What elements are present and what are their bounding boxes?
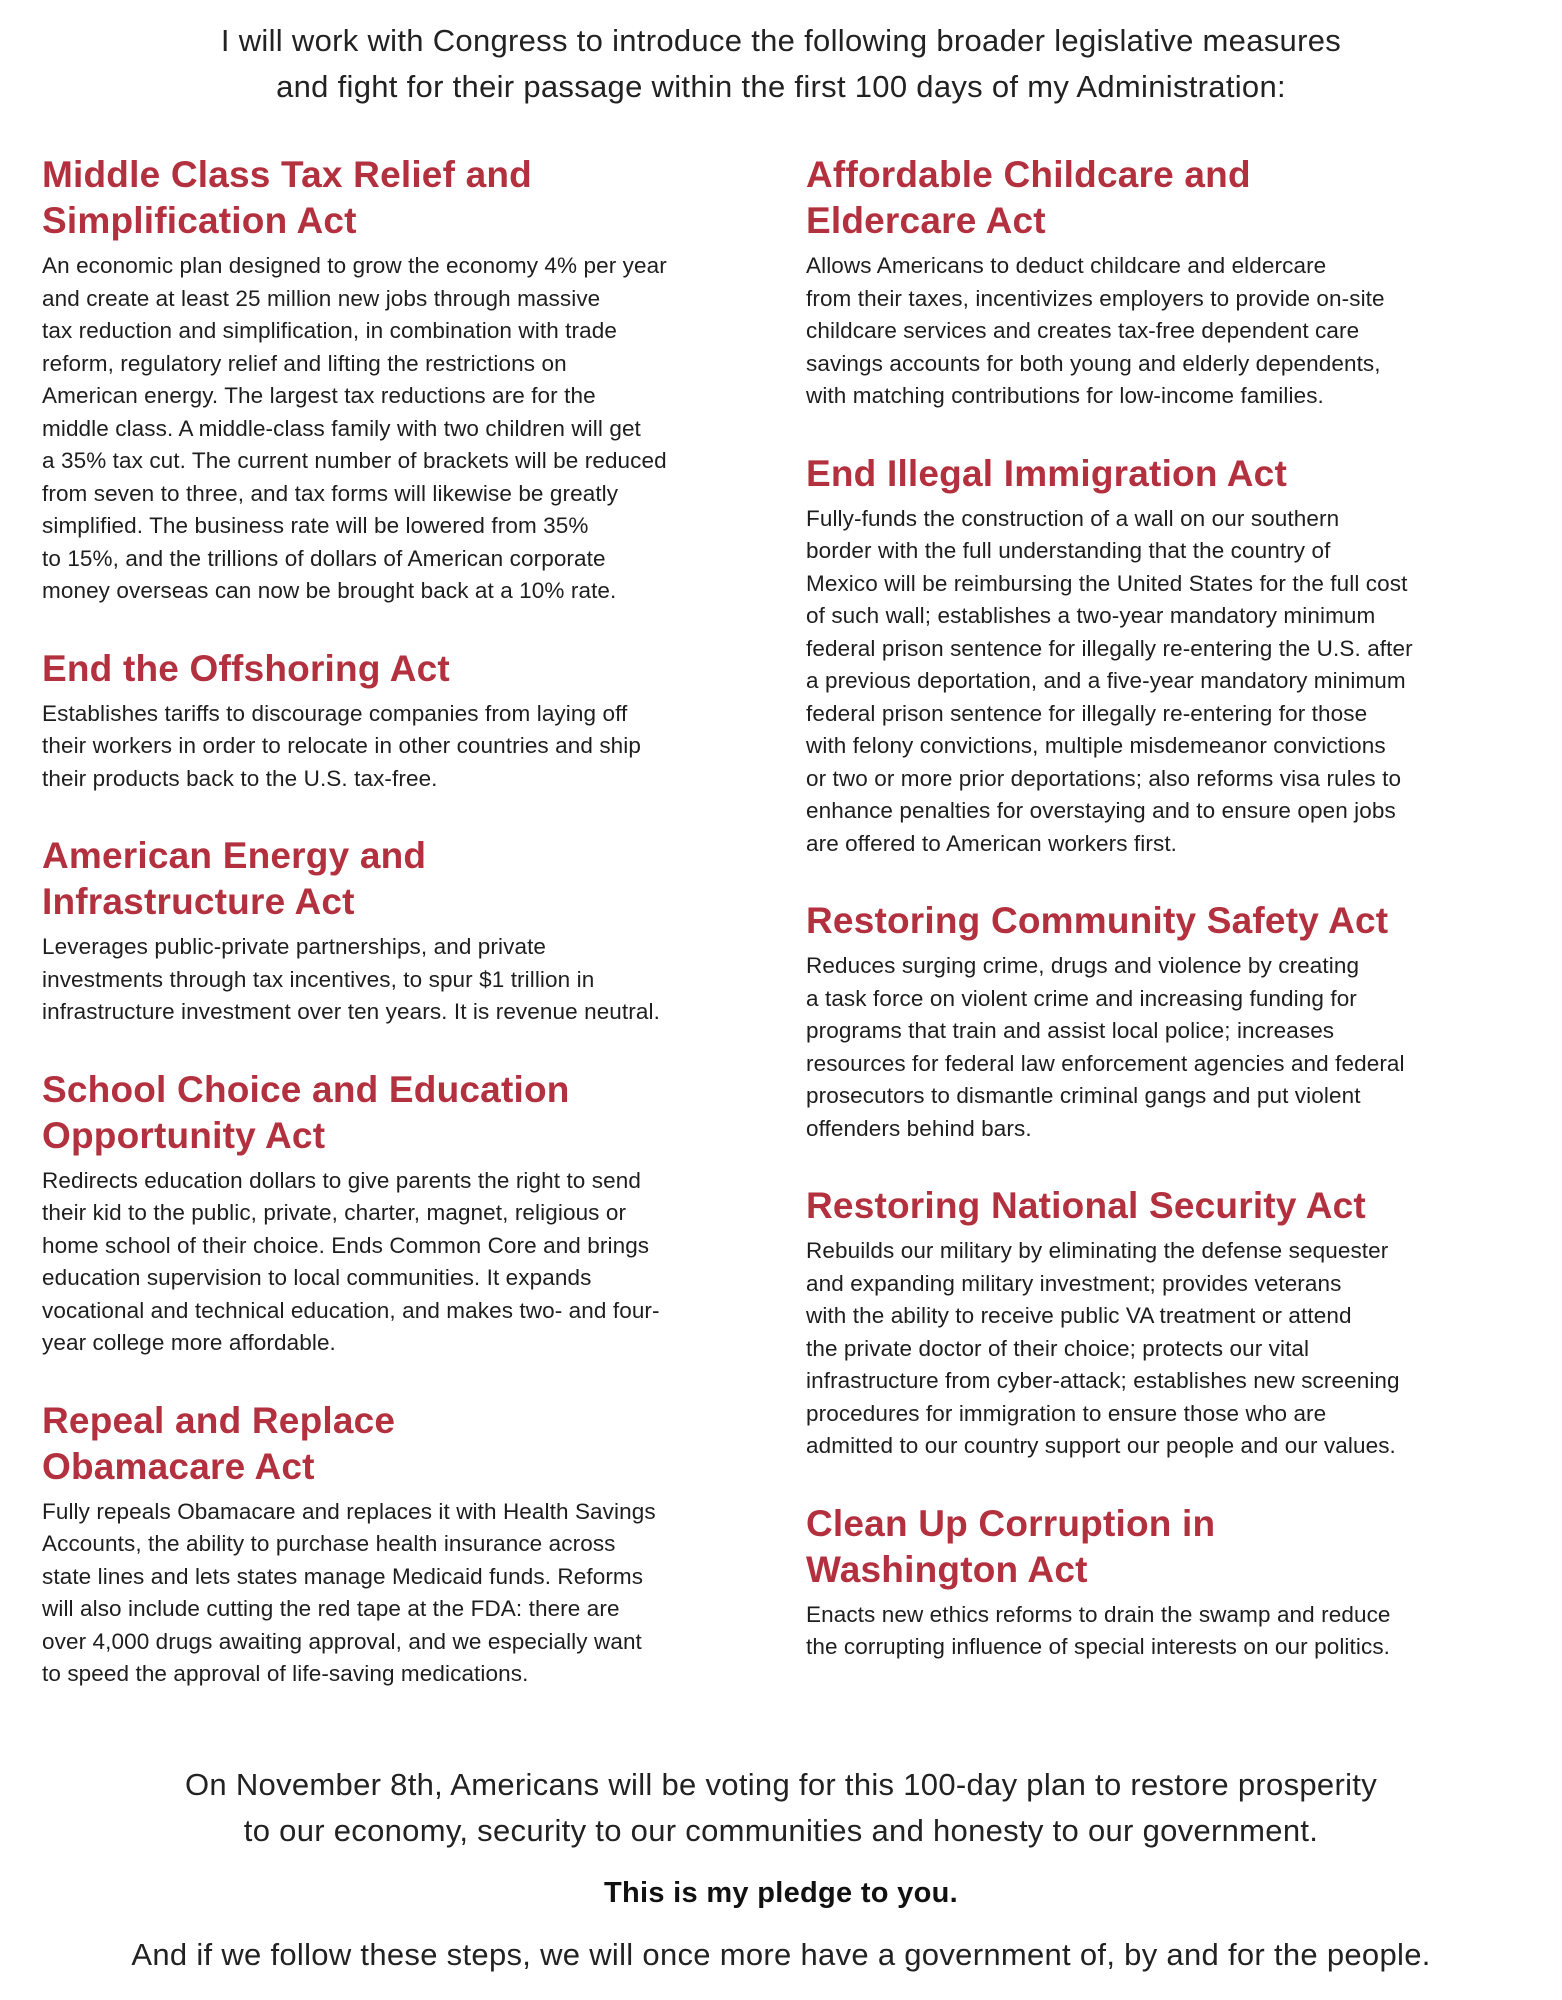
right-column xyxy=(806,152,1551,1664)
body-line: enhance penalties for overstaying and to ensure open jobs xyxy=(806,798,1396,823)
body-line: or two or more prior deportations; also reforms visa rules to xyxy=(806,765,1402,791)
body-line: home school of their choice. Ends Common Core and brings xyxy=(42,1232,650,1258)
body-line: Mexico will be reimbursing the United States for the full cost xyxy=(806,570,1408,596)
act-school-choice xyxy=(42,1067,787,1360)
act-title-line: Middle Class Tax Relief and xyxy=(42,154,532,195)
body-line: are offered to American workers first. xyxy=(806,830,1178,856)
body-line: of such wall; establishes a two-year mandatory minimum xyxy=(806,603,1376,628)
body-line: federal prison sentence for illegally re-entering for those xyxy=(806,700,1368,726)
body-line: Fully repeals Obamacare and replaces it with Health Savings xyxy=(42,1498,656,1524)
body-line: border with the full understanding that the country of xyxy=(806,538,1331,563)
act-title-line: Obamacare Act xyxy=(42,1445,315,1487)
act-title xyxy=(806,152,1551,244)
body-line: with felony convictions, multiple misdemeanor convictions xyxy=(806,733,1386,758)
act-description xyxy=(806,950,1551,1145)
act-title-line: Repeal and Replace xyxy=(42,1399,396,1441)
act-title xyxy=(806,1183,1551,1229)
closing-line: to our economy, security to our communities and honesty to our government. xyxy=(243,1813,1319,1848)
pledge-statement: This is my pledge to you. xyxy=(604,1877,958,1909)
act-description xyxy=(42,250,787,608)
body-line: procedures for immigration to ensure those who are xyxy=(806,1400,1327,1426)
act-description xyxy=(42,1496,787,1691)
act-title-line: Eldercare Act xyxy=(806,200,1046,241)
act-american-energy xyxy=(42,833,787,1029)
body-line: a task force on violent crime and increasing funding for xyxy=(806,985,1357,1011)
body-line: from seven to three, and tax forms will likewise be greatly xyxy=(42,480,619,506)
act-title-line: End Illegal Immigration Act xyxy=(806,452,1287,494)
body-line: simplified. The business rate will be lowered from 35% xyxy=(42,513,589,538)
body-line: savings accounts for both young and elderly dependents, xyxy=(806,350,1381,376)
act-description xyxy=(806,1599,1551,1664)
act-title-line: Affordable Childcare and xyxy=(806,154,1251,195)
intro-paragraph xyxy=(0,18,1562,110)
body-line: state lines and lets states manage Medicaid funds. Reforms xyxy=(42,1563,644,1589)
body-line: Rebuilds our military by eliminating the defense sequester xyxy=(806,1238,1389,1263)
body-line: to speed the approval of life-saving medications. xyxy=(42,1661,529,1686)
act-title-line: Washington Act xyxy=(806,1548,1088,1590)
body-line: offenders behind bars. xyxy=(806,1115,1032,1141)
act-title xyxy=(806,451,1551,497)
act-description xyxy=(42,698,787,796)
body-line: childcare services and creates tax-free dependent care xyxy=(806,318,1360,343)
act-restoring-community-safety xyxy=(806,898,1551,1145)
closing-line: On November 8th, Americans will be voting for this 100-day plan to restore prosperity xyxy=(185,1767,1377,1802)
body-line: money overseas can now be brought back at a 10% rate. xyxy=(42,578,617,603)
body-line: year college more affordable. xyxy=(42,1330,336,1355)
body-line: tax reduction and simplification, in combination with trade xyxy=(42,318,617,343)
body-line: over 4,000 drugs awaiting approval, and we especially want xyxy=(42,1628,642,1654)
act-restoring-national-security xyxy=(806,1183,1551,1463)
act-description xyxy=(806,1235,1551,1463)
closing-statement: And if we follow these steps, we will once more have a government of, by and for the people. xyxy=(131,1937,1431,1972)
body-line: Allows Americans to deduct childcare and eldercare xyxy=(806,253,1327,278)
act-title xyxy=(806,898,1551,944)
body-line: Redirects education dollars to give parents the right to send xyxy=(42,1167,641,1193)
act-description xyxy=(42,1165,787,1360)
body-line: Establishes tariffs to discourage companies from laying off xyxy=(42,700,628,726)
body-line: Fully-funds the construction of a wall on our southern xyxy=(806,505,1340,531)
act-title-line: Infrastructure Act xyxy=(42,881,355,922)
body-line: the corrupting influence of special interests on our politics. xyxy=(806,1634,1391,1659)
act-title-line: Clean Up Corruption in xyxy=(806,1502,1216,1544)
act-title-line: School Choice and Education xyxy=(42,1068,570,1110)
act-title xyxy=(42,1398,787,1490)
body-line: and create at least 25 million new jobs through massive xyxy=(42,285,601,311)
act-clean-up-corruption xyxy=(806,1501,1551,1664)
body-line: Leverages public-private partnerships, and private xyxy=(42,934,547,959)
body-line: from their taxes, incentivizes employers to provide on-site xyxy=(806,285,1385,311)
body-line: a 35% tax cut. The current number of brackets will be reduced xyxy=(42,448,667,473)
body-line: infrastructure investment over ten years. It is revenue neutral. xyxy=(42,999,660,1024)
act-affordable-childcare xyxy=(806,152,1551,413)
body-line: vocational and technical education, and makes two- and four- xyxy=(42,1297,660,1323)
body-line: American energy. The largest tax reductions are for the xyxy=(42,383,596,408)
closing-paragraph xyxy=(0,1762,1562,1854)
act-end-offshoring xyxy=(42,646,787,796)
act-title xyxy=(42,833,787,925)
act-title-line: American Energy and xyxy=(42,835,427,876)
body-line: investments through tax incentives, to spur $1 trillion in xyxy=(42,966,595,992)
body-line: to 15%, and the trillions of dollars of American corporate xyxy=(42,545,606,571)
intro-line: and fight for their passage within the first 100 days of my Administration: xyxy=(276,69,1286,104)
act-title xyxy=(42,1067,787,1159)
body-line: resources for federal law enforcement agencies and federal xyxy=(806,1050,1405,1076)
body-line: will also include cutting the red tape at the FDA: there are xyxy=(42,1596,620,1621)
act-title-line: Restoring National Security Act xyxy=(806,1185,1366,1226)
body-line: with the ability to receive public VA treatment or attend xyxy=(806,1303,1352,1328)
body-line: their kid to the public, private, charter, magnet, religious or xyxy=(42,1200,627,1225)
body-line: Reduces surging crime, drugs and violence by creating xyxy=(806,953,1360,978)
body-line: federal prison sentence for illegally re-entering the U.S. after xyxy=(806,635,1413,661)
body-line: programs that train and assist local police; increases xyxy=(806,1018,1335,1043)
act-description xyxy=(42,931,787,1029)
body-line: admitted to our country support our people and our values. xyxy=(806,1433,1396,1458)
body-line: their workers in order to relocate in other countries and ship xyxy=(42,733,641,758)
body-line: Accounts, the ability to purchase health insurance across xyxy=(42,1531,616,1556)
act-title xyxy=(42,646,787,692)
body-line: prosecutors to dismantle criminal gangs and put violent xyxy=(806,1083,1361,1108)
act-title xyxy=(806,1501,1551,1593)
act-middle-class-tax-relief xyxy=(42,152,787,608)
body-line: the private doctor of their choice; protects our vital xyxy=(806,1335,1310,1361)
body-line: their products back to the U.S. tax-free. xyxy=(42,765,438,791)
body-line: a previous deportation, and a five-year mandatory minimum xyxy=(806,668,1406,693)
act-description xyxy=(806,250,1551,413)
body-line: Enacts new ethics reforms to drain the swamp and reduce xyxy=(806,1601,1391,1627)
intro-line: I will work with Congress to introduce the following broader legislative measures xyxy=(220,23,1342,58)
act-title-line: Opportunity Act xyxy=(42,1114,326,1156)
body-line: and expanding military investment; provides veterans xyxy=(806,1270,1342,1296)
left-column xyxy=(42,152,787,1691)
body-line: reform, regulatory relief and lifting the restrictions on xyxy=(42,350,567,376)
body-line: with matching contributions for low-income families. xyxy=(806,383,1324,408)
body-line: An economic plan designed to grow the economy 4% per year xyxy=(42,253,667,278)
act-title-line: Restoring Community Safety Act xyxy=(806,900,1389,941)
act-repeal-replace-obamacare xyxy=(42,1398,787,1691)
act-description xyxy=(806,503,1551,861)
act-title-line: Simplification Act xyxy=(42,200,357,241)
body-line: middle class. A middle-class family with two children will get xyxy=(42,415,641,441)
act-end-illegal-immigration xyxy=(806,451,1551,861)
body-line: infrastructure from cyber-attack; establishes new screening xyxy=(806,1368,1400,1393)
act-title xyxy=(42,152,787,244)
act-title-line: End the Offshoring Act xyxy=(42,647,450,689)
body-line: education supervision to local communities. It expands xyxy=(42,1265,592,1290)
